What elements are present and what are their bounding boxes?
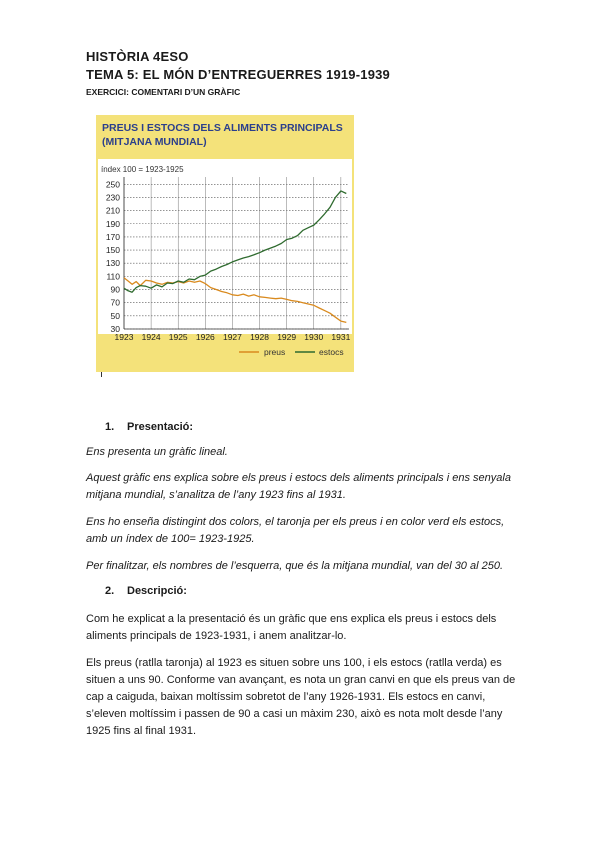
x-tick-label: 1929 — [277, 332, 297, 342]
y-tick-label: 90 — [110, 284, 120, 295]
paragraph-3: Ens ho enseña distingint dos colors, el taronja per els preus i en color verd els estocs, amb un índex de 100= 1923-1925. — [86, 516, 505, 545]
y-tick-label: 130 — [105, 258, 120, 269]
chart-title-line2: (MITJANA MUNDIAL) — [102, 136, 207, 148]
section-title: Presentació: — [127, 421, 194, 433]
chart-image — [96, 115, 354, 372]
section-descripcio — [105, 585, 187, 597]
paragraph-6: Els preus (ratlla taronja) al 1923 es situen sobre uns 100, i els estocs (ratlla verda) es situen a uns 90. Conforme van avançant, es nota un gran canvi en que els preus van de cap a caiguda, baixan moltíssim sobretot de l’any 1926-1931. Els estocs en canvi, s’eleven moltíssim i passen de 90 a casi un màxim 230, això es nota molt desde l’any 1925 fins al final 1931. — [86, 657, 516, 737]
section-presentacio — [105, 421, 193, 433]
doc-exercise: EXERCICI: COMENTARI D’UN GRÀFIC — [86, 87, 241, 97]
y-tick-label: 250 — [105, 179, 120, 190]
x-tick-label: 1927 — [222, 332, 242, 342]
y-tick-label: 190 — [105, 218, 120, 229]
section-title: Descripció: — [127, 585, 187, 597]
y-tick-label: 30 — [110, 324, 120, 334]
paragraph-5: Com he explicat a la presentació és un gràfic que ens explica els preus i estocs dels aliments principals de 1923-1931, i anem analitzar-lo. — [86, 613, 497, 642]
line-chart — [96, 115, 354, 372]
x-tick-label: 1928 — [250, 332, 270, 342]
y-tick-label: 110 — [106, 271, 120, 282]
y-tick-label: 150 — [105, 245, 120, 256]
x-tick-label: 1931 — [331, 332, 351, 342]
section-number: 1. — [105, 421, 115, 433]
x-tick-labels — [115, 332, 351, 342]
y-tick-label: 210 — [105, 205, 120, 216]
section-number: 2. — [105, 585, 115, 597]
y-tick-label: 70 — [110, 297, 120, 308]
paragraph-4: Per finalitzar, els nombres de l’esquerra, que és la mitjana mundial, van del 30 al 250. — [86, 560, 504, 572]
chart-title-line1: PREUS I ESTOCS DELS ALIMENTS PRINCIPALS — [102, 122, 343, 134]
doc-topic: TEMA 5: EL MÓN D’ENTREGUERRES 1919-1939 — [86, 67, 390, 82]
margin-mark — [101, 372, 102, 377]
y-tick-label: 170 — [105, 231, 120, 242]
paragraph-2: Aquest gràfic ens explica sobre els preus i estocs dels aliments principals i ens senyala mitjana mundial, s’analitza de l’any 1923 fins al 1931. — [86, 472, 511, 501]
index-label: índex 100 = 1923-1925 — [101, 165, 184, 174]
x-tick-label: 1923 — [114, 332, 134, 342]
paragraph-1: Ens presenta un gràfic lineal. — [86, 446, 228, 458]
x-tick-label: 1930 — [304, 332, 324, 342]
legend-preus-label: preus — [264, 347, 286, 357]
x-tick-label: 1926 — [195, 332, 215, 342]
x-tick-label: 1924 — [141, 332, 161, 342]
y-tick-label: 230 — [105, 192, 120, 203]
x-tick-label: 1925 — [168, 332, 188, 342]
y-tick-label: 50 — [110, 310, 120, 321]
doc-subject: HISTÒRIA 4ESO — [86, 49, 189, 64]
legend-estocs-label: estocs — [319, 347, 344, 357]
